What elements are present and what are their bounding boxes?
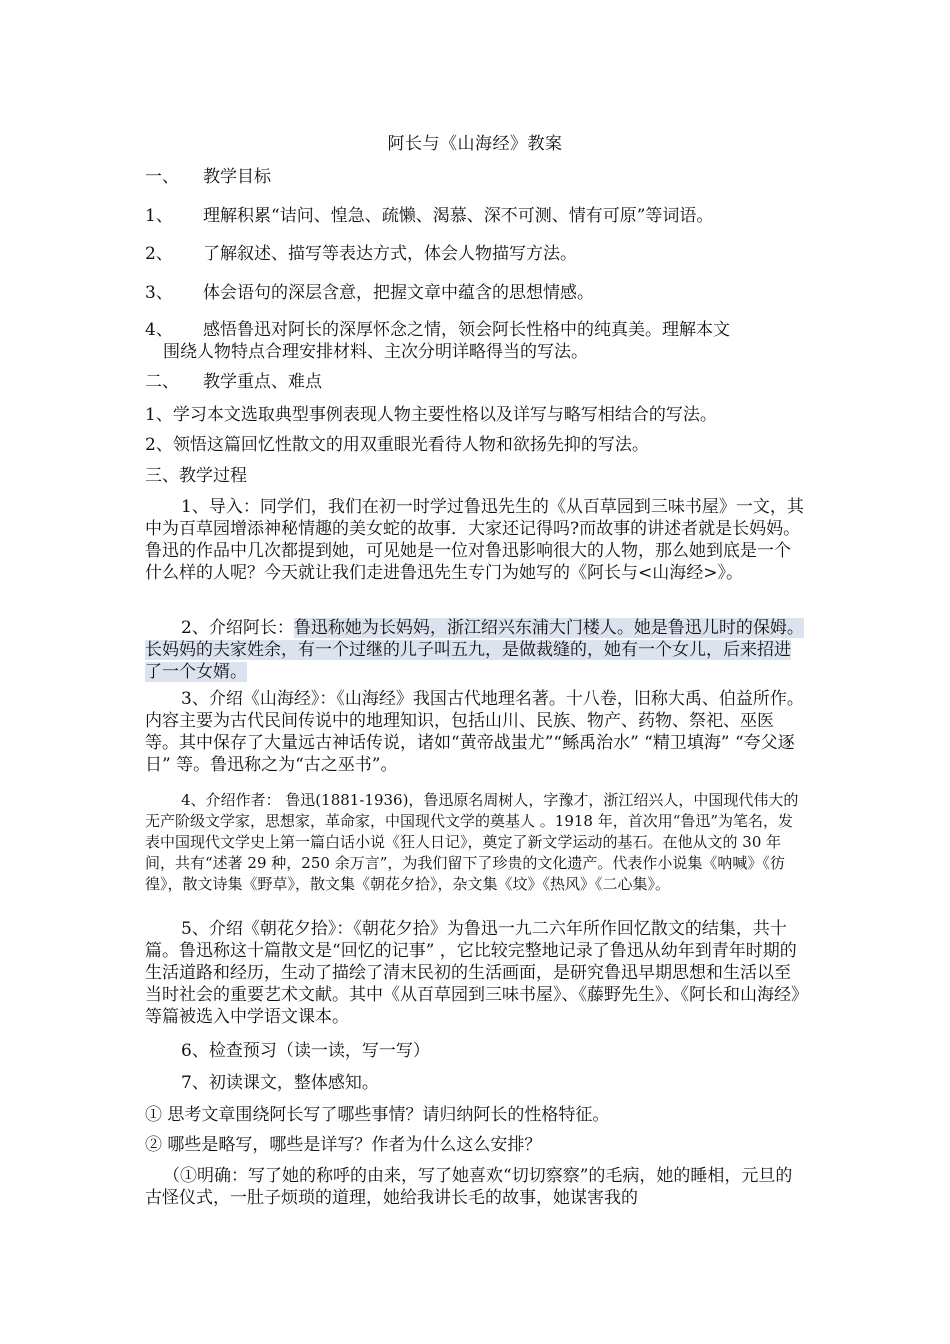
goal-item-4-continuation: 围绕人物特点合理安排材料、主次分明详略得当的写法。 (163, 342, 588, 362)
goal-item-1 (145, 205, 805, 227)
question-1: ① 思考文章围绕阿长写了哪些事情？请归纳阿长的性格特征。 (145, 1105, 610, 1125)
section-heading-process: 三、教学过程 (145, 466, 247, 486)
section-number: 二、 (145, 372, 179, 392)
paragraph-about-zhaohuaxishi: 5、介绍《朝花夕拾》：《朝花夕拾》为鲁迅一九二六年所作回忆散文的结集，共十篇。鲁迅称这十篇散文是“回忆的记事” ，它比较完整地记录了鲁迅从幼年到青年时期的生活道路和经历，生动了描绘了清末民初的生活画面，是研究鲁迅早期思想和生活以至当时社会的重要艺术文献。其中《从百草园到三味书屋》、《藤野先生》、《阿长和山海经》等篇被选入中学语文课本。 (145, 919, 800, 1027)
goal-number: 4、 (145, 320, 173, 340)
step-check-preview: 6、检查预习（读一读，写一写） (181, 1041, 430, 1061)
key-point-1: 1、学习本文选取典型事例表现人物主要性格以及详写与略写相结合的写法。 (145, 405, 717, 425)
section-heading-objectives (145, 166, 805, 188)
key-point-2: 2、领悟这篇回忆性散文的用双重眼光看待人物和欲扬先抑的写法。 (145, 435, 649, 455)
section-number: 一、 (145, 167, 179, 187)
paragraph-introduction: 1、导入：同学们，我们在初一时学过鲁迅先生的《从百草园到三味书屋》一文，其中为百草园增添神秘情趣的美女蛇的故事．大家还记得吗?而故事的讲述者就是长妈妈。鲁迅的作品中几次都提到她，可见她是一位对鲁迅影响很大的人物，那么她到底是一个什么样的人呢？今天就让我们走进鲁迅先生专门为她写的《阿长与<山海经>》。 (145, 497, 804, 583)
answer-1: （①明确：写了她的称呼的由来，写了她喜欢“切切察察”的毛病，她的睡相，元旦的古怪仪式，一肚子烦琐的道理，她给我讲长毛的故事，她谋害我的 (145, 1166, 793, 1208)
goal-item-2 (145, 243, 805, 265)
goal-item-3 (145, 282, 805, 304)
step-first-reading: 7、初读课文，整体感知。 (181, 1073, 379, 1093)
question-2: ② 哪些是略写，哪些是详写？作者为什么这么安排？ (145, 1135, 542, 1155)
goal-number: 3、 (145, 283, 173, 303)
paragraph-about-achang (145, 617, 805, 683)
section-title: 教学重点、难点 (203, 372, 322, 392)
goal-number: 2、 (145, 244, 173, 264)
paragraph-lead: 2、介绍阿长： (181, 618, 294, 638)
highlighted-text: 鲁迅称她为长妈妈，浙江绍兴东浦大门楼人。她是鲁迅儿时的保姆。长妈妈的夫家姓余，有一个过继的儿子叫五九，是做裁缝的，她有一个女儿，后来招进了一个女婿。 (145, 618, 804, 682)
paragraph-about-shanhaijing: 3、介绍《山海经》：《山海经》我国古代地理名著。十八卷，旧称大禹、伯益所作。内容主要为古代民间传说中的地理知识，包括山川、民族、物产、药物、祭祀、巫医等。其中保存了大量远古神话传说，诸如“黄帝战蚩尤”“鲧禹治水” “精卫填海” “夸父逐日” 等。鲁迅称之为“古之巫书”。 (145, 689, 804, 775)
goal-text: 理解积累“诘问、惶急、疏懒、渴慕、深不可测、情有可原”等词语。 (203, 206, 714, 226)
section-heading-key-points (145, 371, 805, 393)
goal-number: 1、 (145, 206, 173, 226)
section-title: 教学目标 (203, 167, 271, 187)
paragraph-about-author: 4、介绍作者： 鲁迅(1881-1936)，鲁迅原名周树人，字豫才，浙江绍兴人，中国现代伟大的无产阶级文学家，思想家，革命家，中国现代文学的奠基人 。1918 年，首次用“鲁迅”为笔名，发表中国现代文学史上第一篇白话小说《狂人日记》，奠定了新文学运动的基石。在他从文的 30 年间，共有“述著 29 种，250 余万言”，为我们留下了珍贵的文化遗产。代表作小说集《呐喊》《彷徨》，散文诗集《野草》，散文集《朝花夕拾》，杂文集《坟》《热风》《二心集》。 (145, 791, 799, 893)
document-title: 阿长与《山海经》教案 (387, 134, 563, 154)
goal-text: 感悟鲁迅对阿长的深厚怀念之情，领会阿长性格中的纯真美。理解本文 (203, 320, 730, 340)
goal-text: 了解叙述、描写等表达方式，体会人物描写方法。 (203, 244, 577, 264)
goal-item-4 (145, 319, 805, 341)
goal-text: 体会语句的深层含意，把握文章中蕴含的思想情感。 (203, 283, 594, 303)
